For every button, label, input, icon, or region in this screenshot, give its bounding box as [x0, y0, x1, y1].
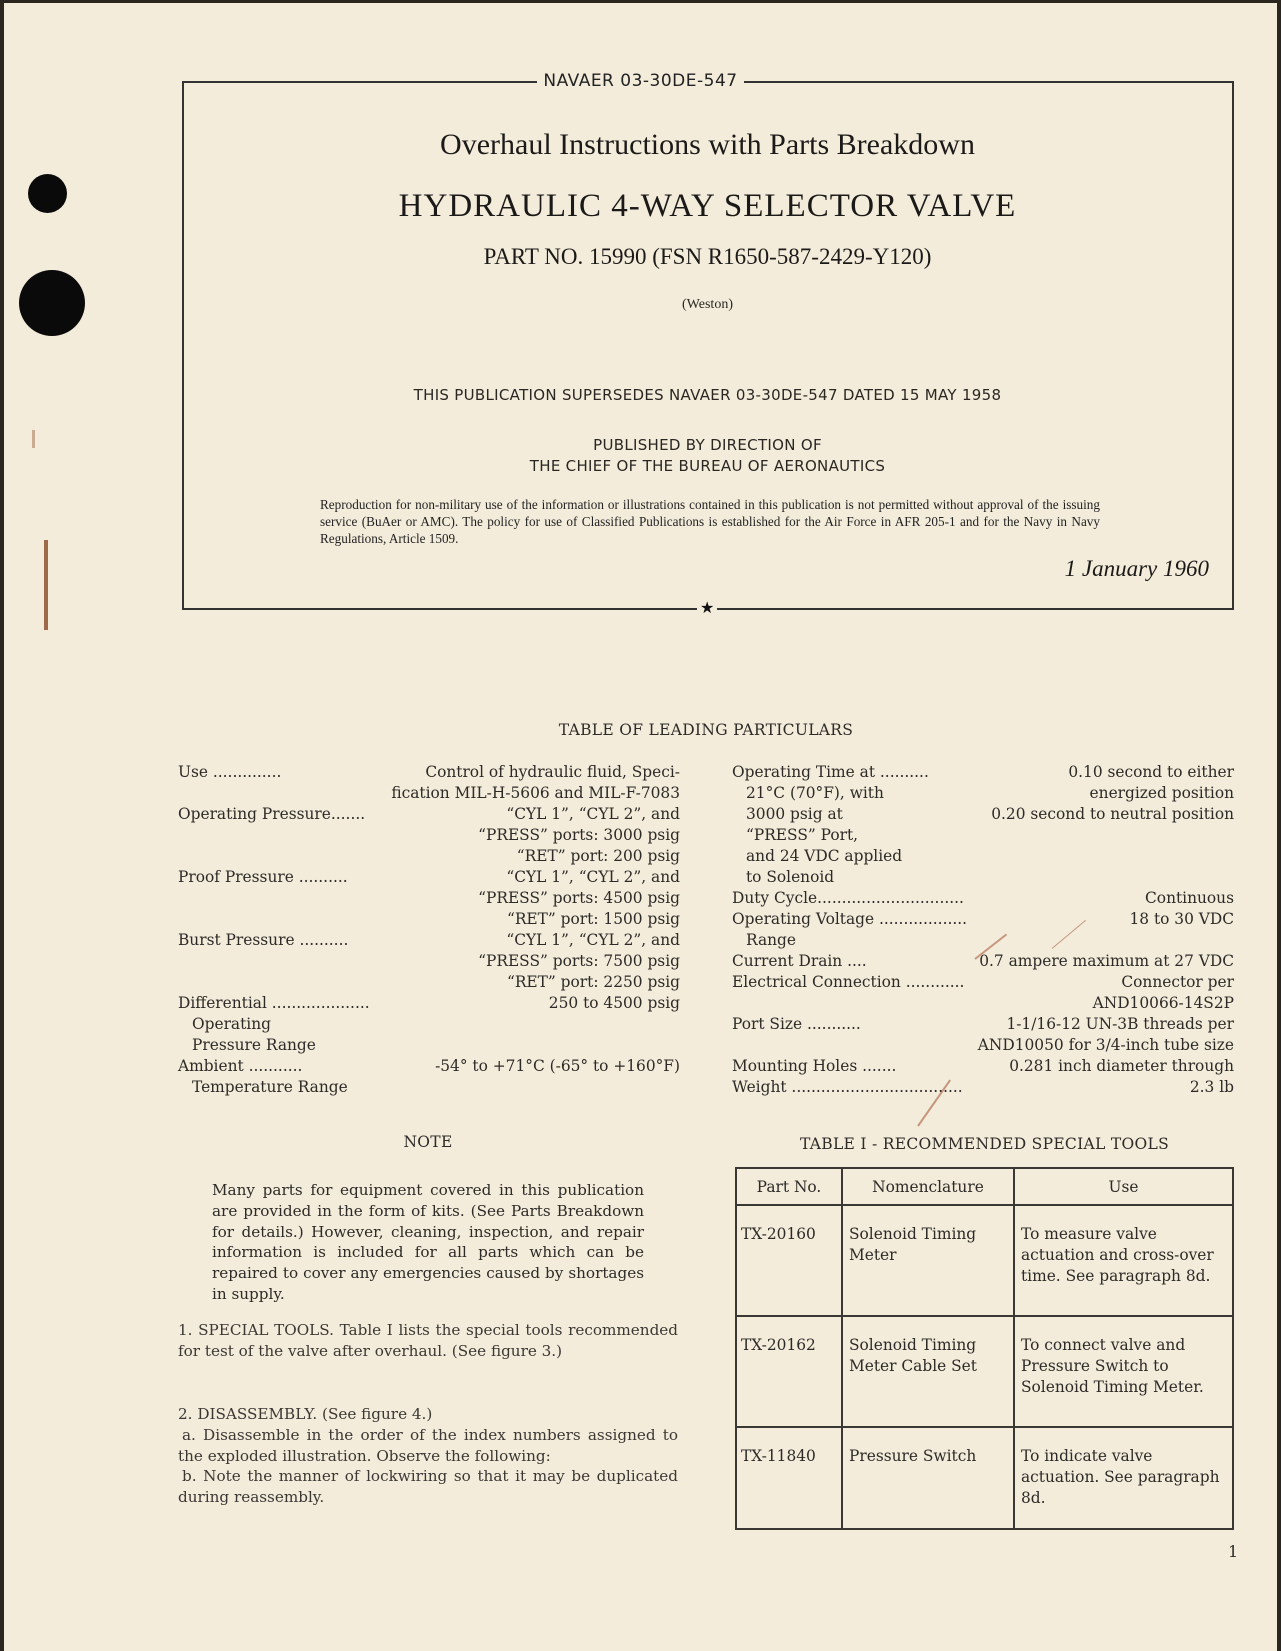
- particular-label-continuation: and 24 VDC applied: [746, 847, 903, 865]
- particular-label-continuation: Operating: [192, 1015, 271, 1033]
- nomenclature-cell: Solenoid Timing Meter Cable Set: [842, 1316, 1014, 1427]
- issue-date: 1 January 1960: [1064, 556, 1209, 581]
- particular-value: fication MIL-H-5606 and MIL-F-7083: [391, 784, 680, 802]
- particular-label-continuation: to Solenoid: [746, 868, 835, 886]
- punch-hole-icon: [19, 270, 85, 336]
- section-disassembly: 2. DISASSEMBLY. (See figure 4.) a. Disassemble in the order of the index numbers assigned to the exploded illustration. Observe the following: b. Note the manner of lockwiring so that it may be duplicated during reassembly.: [178, 1405, 678, 1507]
- use-cell: To measure valve actuation and cross-over time. See paragraph 8d.: [1014, 1205, 1233, 1316]
- particular-label: Burst Pressure ..........: [178, 931, 349, 949]
- particular-value: 1-1/16-12 UN-3B threads per: [1006, 1015, 1234, 1033]
- particular-label: Weight ...................................: [732, 1078, 963, 1096]
- particulars-row: [178, 972, 680, 993]
- document-number: NAVAER 03-30DE-547: [0, 71, 1281, 91]
- column-header: Part No.: [736, 1168, 842, 1205]
- special-tools-table: [735, 1167, 1234, 1530]
- star-icon: ★: [697, 598, 717, 618]
- particular-label: Duty Cycle..............................: [732, 889, 964, 907]
- particulars-row: [732, 825, 1234, 846]
- rust-stain: [32, 430, 35, 448]
- column-header: Nomenclature: [842, 1168, 1014, 1205]
- part-number: PART NO. 15990 (FSN R1650-587-2429-Y120): [483, 244, 932, 269]
- table-row: [736, 1205, 1233, 1316]
- particular-value: Connector per: [1121, 973, 1234, 991]
- particular-label: Current Drain ....: [732, 952, 867, 970]
- particular-label: Port Size ...........: [732, 1015, 861, 1033]
- particular-value: “PRESS” ports: 3000 psig: [478, 826, 680, 844]
- document-title: HYDRAULIC 4-WAY SELECTOR VALVE: [398, 188, 1017, 224]
- particulars-row: [732, 930, 1234, 951]
- particulars-row: [178, 951, 680, 972]
- particular-label-continuation: 21°C (70°F), with: [746, 784, 884, 802]
- supersedes-notice: THIS PUBLICATION SUPERSEDES NAVAER 03-30DE-547 DATED 15 MAY 1958: [413, 386, 1002, 404]
- part-no-cell: TX-11840: [736, 1427, 842, 1529]
- particular-label: Operating Voltage ..................: [732, 910, 968, 928]
- special-tools-table-title: TABLE I - RECOMMENDED SPECIAL TOOLS: [799, 1135, 1169, 1153]
- particulars-row: [732, 993, 1234, 1014]
- particular-label: Electrical Connection ............: [732, 973, 965, 991]
- leading-particulars-title: TABLE OF LEADING PARTICULARS: [558, 721, 854, 739]
- particulars-row: [732, 1056, 1234, 1077]
- particular-label-continuation: Temperature Range: [192, 1078, 348, 1096]
- particulars-row: [732, 909, 1234, 930]
- particulars-row: [178, 867, 680, 888]
- particular-value: 0.281 inch diameter through: [1009, 1057, 1234, 1075]
- particular-value: 0.20 second to neutral position: [991, 805, 1234, 823]
- document-subtitle: Overhaul Instructions with Parts Breakdown: [440, 128, 975, 161]
- particular-value: AND10066-14S2P: [1092, 994, 1234, 1012]
- particulars-row: [178, 1014, 680, 1035]
- particular-label: Mounting Holes .......: [732, 1057, 897, 1075]
- punch-hole-icon: [28, 174, 67, 213]
- nomenclature-cell: Pressure Switch: [842, 1427, 1014, 1529]
- particular-value: 18 to 30 VDC: [1129, 910, 1234, 928]
- rust-stain: [44, 540, 48, 630]
- particular-value: 0.7 ampere maximum at 27 VDC: [979, 952, 1234, 970]
- particular-value: energized position: [1089, 784, 1234, 802]
- particular-label-continuation: “PRESS” Port,: [746, 826, 859, 844]
- reproduction-notice: Reproduction for non-military use of the information or illustrations contained in this publication is not permitted without approval of the issuing service (BuAer or AMC). The policy for use of Classified Publications is established for the Air Force in AFR 205-1 and for the Navy in Navy Regulations, Article 1509.: [320, 497, 1100, 546]
- particulars-row: [732, 783, 1234, 804]
- particular-value: “CYL 1”, “CYL 2”, and: [506, 931, 680, 949]
- particulars-row: [732, 888, 1234, 909]
- particulars-row: [178, 1056, 680, 1077]
- particular-label: Ambient ...........: [178, 1057, 303, 1075]
- particulars-row: [178, 1077, 680, 1098]
- note-heading: NOTE: [403, 1133, 453, 1151]
- particulars-row: [732, 972, 1234, 993]
- particulars-row: [178, 783, 680, 804]
- particular-value: 2.3 lb: [1189, 1078, 1234, 1096]
- particulars-row: [732, 846, 1234, 867]
- particulars-row: [732, 762, 1234, 783]
- particulars-row: [732, 1014, 1234, 1035]
- particular-value: “RET” port: 2250 psig: [506, 973, 680, 991]
- particular-value: AND10050 for 3/4-inch tube size: [977, 1036, 1234, 1054]
- particular-value: “RET” port: 200 psig: [516, 847, 680, 865]
- particulars-row: [178, 993, 680, 1014]
- particular-value: “PRESS” ports: 4500 psig: [478, 889, 680, 907]
- particular-value: “CYL 1”, “CYL 2”, and: [506, 868, 680, 886]
- particular-label: Differential ....................: [178, 994, 370, 1012]
- particular-value: 250 to 4500 psig: [548, 994, 680, 1012]
- particulars-row: [178, 762, 680, 783]
- page-left-edge-shadow: [0, 0, 4, 1651]
- particulars-row: [178, 825, 680, 846]
- particulars-row: [732, 1077, 1234, 1098]
- particular-label: Operating Pressure.......: [178, 805, 366, 823]
- particular-label-continuation: Range: [746, 931, 796, 949]
- table-header-row: [736, 1168, 1233, 1205]
- particular-value: Control of hydraulic fluid, Speci-: [425, 763, 680, 781]
- particulars-row: [178, 846, 680, 867]
- particulars-row: [178, 888, 680, 909]
- nomenclature-cell: Solenoid Timing Meter: [842, 1205, 1014, 1316]
- page-right-edge-shadow: [1277, 0, 1281, 1651]
- part-no-cell: TX-20160: [736, 1205, 842, 1316]
- leading-particulars-left: [178, 762, 680, 1098]
- published-by: PUBLISHED BY DIRECTION OF THE CHIEF OF THE BUREAU OF AERONAUTICS: [529, 436, 886, 475]
- page-top-edge-shadow: [0, 0, 1281, 3]
- page-number: 1: [1228, 1542, 1239, 1561]
- particular-label: Proof Pressure ..........: [178, 868, 348, 886]
- particular-label-continuation: Pressure Range: [192, 1036, 316, 1054]
- particular-value: Continuous: [1145, 889, 1234, 907]
- manufacturer: (Weston): [682, 297, 733, 312]
- use-cell: To connect valve and Pressure Switch to Solenoid Timing Meter.: [1014, 1316, 1233, 1427]
- leading-particulars-right: [732, 762, 1234, 1098]
- column-header: Use: [1014, 1168, 1233, 1205]
- particular-value: -54° to +71°C (-65° to +160°F): [435, 1057, 680, 1075]
- particulars-row: [178, 1035, 680, 1056]
- particular-value: 0.10 second to either: [1068, 763, 1234, 781]
- particular-value: “RET” port: 1500 psig: [506, 910, 680, 928]
- particulars-row: [732, 1035, 1234, 1056]
- section-special-tools: 1. SPECIAL TOOLS. Table I lists the special tools recommended for test of the valve after overhaul. (See figure 3.): [178, 1321, 678, 1360]
- particulars-row: [178, 909, 680, 930]
- particulars-row: [178, 804, 680, 825]
- particular-label: Use ..............: [178, 763, 282, 781]
- table-row: [736, 1316, 1233, 1427]
- particulars-row: [178, 930, 680, 951]
- particular-value: “CYL 1”, “CYL 2”, and: [506, 805, 680, 823]
- particular-value: “PRESS” ports: 7500 psig: [478, 952, 680, 970]
- particular-label-continuation: 3000 psig at: [746, 805, 843, 823]
- particulars-row: [732, 951, 1234, 972]
- particulars-row: [732, 867, 1234, 888]
- part-no-cell: TX-20162: [736, 1316, 842, 1427]
- note-text: Many parts for equipment covered in this publication are provided in the form of kits. (See Parts Breakdown for details.) However, cleaning, inspection, and repair information is included for all parts which can be repaired to cover any emergencies caused by shortages in supply.: [212, 1181, 644, 1303]
- table-row: [736, 1427, 1233, 1529]
- particulars-row: [732, 804, 1234, 825]
- particular-label: Operating Time at ..........: [732, 763, 929, 781]
- use-cell: To indicate valve actuation. See paragraph 8d.: [1014, 1427, 1233, 1529]
